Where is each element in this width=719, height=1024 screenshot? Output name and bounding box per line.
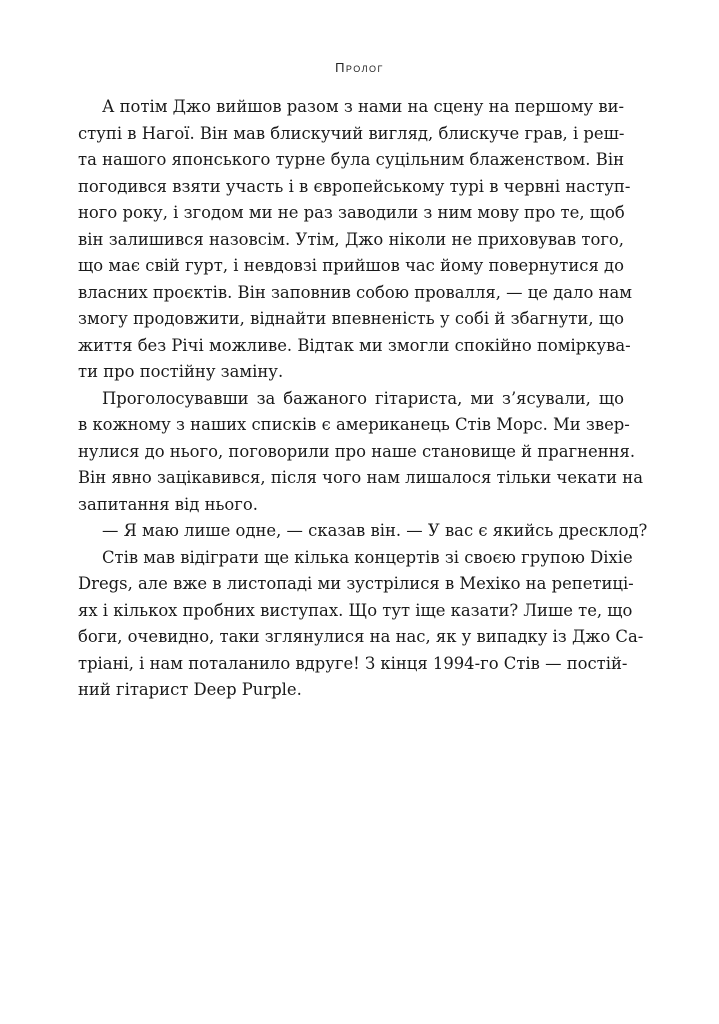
text-line: — Я маю лише одне, — сказав він. — У вас є якийсь дресклод? [102,521,648,540]
text-line: ний гітарист Deep Purple. [78,680,302,699]
text-line: нулися до нього, поговорили про наше становище й прагнення. [78,441,636,461]
text-line: що має свій гурт, і невдовзі прийшов час йому повернутися до [78,256,624,275]
text-line: власних проєктів. Він заповнив собою провалля, — це дало нам [78,282,632,302]
text-line: Dregs, але вже в листопаді ми зустрілися в Мехіко на репетиці- [78,574,634,593]
text-line: Він явно зацікавився, після чого нам лишалося тільки чекати на [78,468,643,487]
body-text [78,94,648,704]
text-line: ях і кількох пробних виступах. Що тут іще казати? Лише те, що [78,600,633,620]
text-line: в кожному з наших списків є американець Стів Морс. Ми звер- [78,415,630,434]
text-line: життя без Річі можливе. Відтак ми змогли спокійно поміркува- [78,335,631,355]
text-line: тріані, і нам поталанило вдруге! З кінця 1994-го Стів — постій- [78,653,628,673]
text-line: та нашого японського турне була суцільним блаженством. Він [78,150,624,169]
text-line: А потім Джо вийшов разом з нами на сцену на першому ви- [102,97,625,116]
text-line: ступі в Нагої. Він мав блискучий вигляд, блискуче грав, і реш- [78,123,625,143]
text-line: погодився взяти участь і в європейському турі в червні наступ- [78,176,631,196]
text-line: боги, очевидно, таки зглянулися на нас, як у випадку із Джо Са- [78,627,644,646]
text-line: змогу продовжити, віднайти впевненість у собі й збагнути, що [78,309,624,328]
text-line: Стів мав відіграти ще кілька концертів зі своєю групою Dixie [102,547,633,567]
text-line: ного року, і згодом ми не раз заводили з ним мову про те, щоб [78,203,625,222]
text-line: він залишився назовсім. Утім, Джо ніколи не приховував того, [78,229,624,249]
text-line: запитання від нього. [78,494,258,514]
text-line: Проголосувавши за бажаного гітариста, ми з’ясували, що [102,388,624,408]
running-head: Пролог [335,60,384,75]
text-line: ти про постійну заміну. [78,362,284,381]
